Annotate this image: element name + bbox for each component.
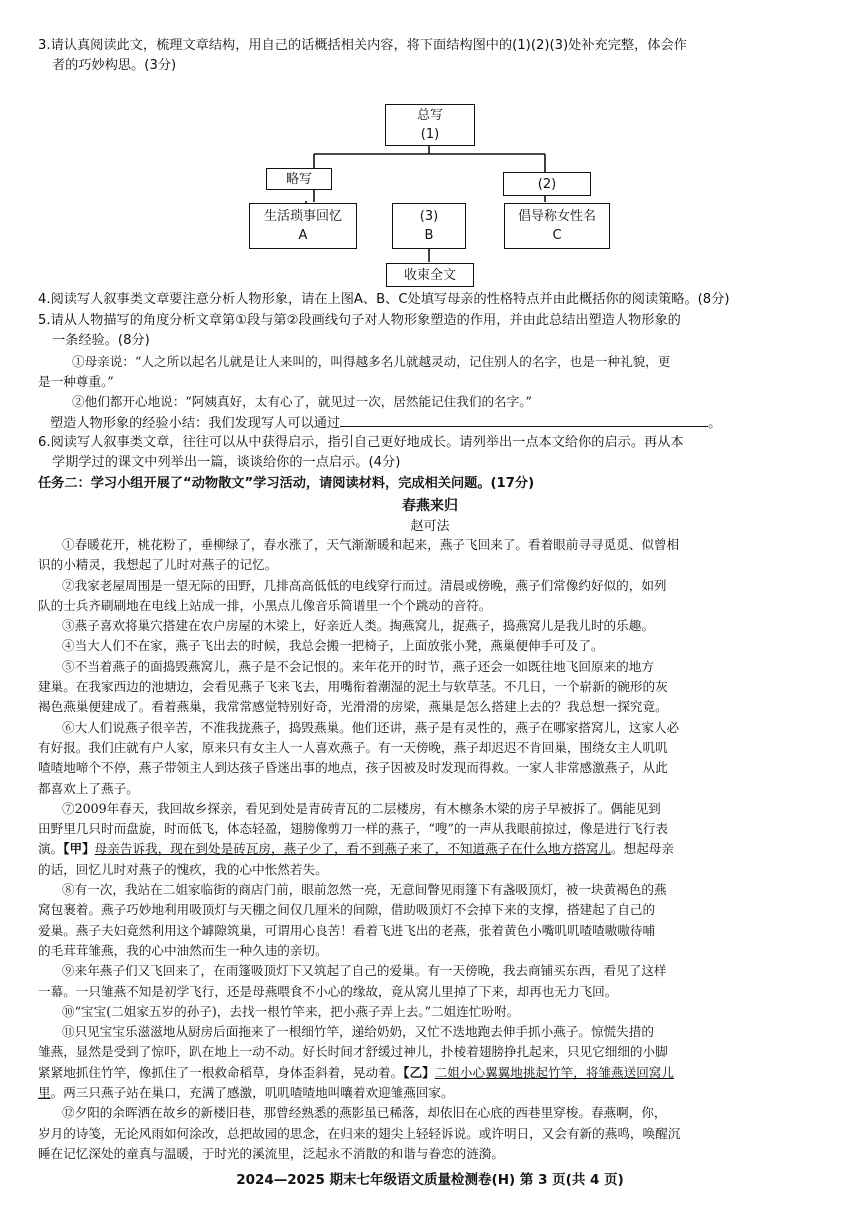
question-5 xyxy=(38,311,823,351)
paragraph-11-line-3 xyxy=(38,1063,828,1083)
paragraph-8-line-1: ⑧有一次，我站在二姐家临街的商店门前，眼前忽然一亮，无意间瞥见雨篷下有盏吸顶灯，被一块黄褐色的燕 xyxy=(62,882,667,898)
question-3 xyxy=(38,36,823,76)
question-6-line-1: 6.阅读写人叙事类文章，往往可以从中获得启示，指引自己更好地成长。请列举出一点本文给你的启示。再从本 xyxy=(38,435,684,450)
paragraph-11-line-4 xyxy=(38,1083,828,1103)
paragraph-7-line-1: ⑦2009年春天，我回故乡探亲，看见到处是青砖青瓦的二层楼房，有木檩条木梁的房子早被拆了。偶能见到 xyxy=(62,800,661,816)
diagram-box-a xyxy=(249,203,357,249)
diagram-slot-1: (1) xyxy=(420,127,440,142)
diagram-box-c-letter: C xyxy=(552,228,562,243)
marker-jia: 【甲】 xyxy=(63,841,95,857)
paragraph-12-line-3: 睡在记忆深处的童真与温暖，于时光的溪流里，泛起永不消散的和谐与眷恋的涟漪。 xyxy=(38,1145,504,1161)
task-2-heading: 任务二：学习小组开展了“动物散文”学习活动，请阅读材料，完成相关问题。(17分) xyxy=(38,476,535,491)
question-5-summary xyxy=(38,412,823,434)
diagram-conclusion-label: 收束全文 xyxy=(403,267,456,283)
question-4: 4.阅读写人叙事类文章要注意分析人物形象，请在上图A、B、C处填写母亲的性格特点并由此概括你的阅读策略。(8分) xyxy=(38,292,730,307)
question-3-line-2: 者的巧妙构思。(3分) xyxy=(52,58,177,73)
paragraph-1-line-1: ①春暖花开，桃花粉了，垂柳绿了，春水涨了，天气渐渐暖和起来，燕子飞回来了。看着眼前寻寻觅觅、似曾相 xyxy=(62,537,680,552)
diagram-box-b-letter: B xyxy=(424,228,434,243)
diagram-box-c xyxy=(504,203,610,249)
article-author: 赵可法 xyxy=(410,519,450,534)
paragraph-5-line-1: ⑤不当着燕子的面捣毁燕窝儿，燕子是不会记恨的。来年花开的时节，燕子还会一如既往地飞回原来的地方 xyxy=(62,658,654,674)
question-3-line-1: 3.请认真阅读此文，梳理文章结构，用自己的话概括相关内容，将下面结构图中的(1)(2)(3)处补充完整，体会作 xyxy=(38,38,687,53)
diagram-box-c-label: 倡导称女性名 xyxy=(517,209,596,224)
paragraph-7-line-3 xyxy=(38,839,828,859)
paragraph-1-line-2: 识的小精灵，我想起了儿时对燕子的记忆。 xyxy=(38,557,278,573)
underlined-sentence-yi: 二姐小心翼翼地挑起竹竿，将雏燕送回窝儿 xyxy=(434,1064,674,1080)
paragraph-12-line-2: 岁月的诗笺，无论风雨如何涂改，总把故园的思念，在归来的翅尖上轻轻诉说。或许明日，又会有新的燕鸣，唤醒沉 xyxy=(38,1125,681,1141)
paragraph-2-line-2: 队的士兵齐刷刷地在电线上站成一排，小黑点儿像音乐简谱里一个个跳动的音符。 xyxy=(38,597,492,613)
paragraph-7-post: 。想起母亲 xyxy=(611,841,674,857)
paragraph-4: ④当大人们不在家，燕子飞出去的时候，我总会搬一把椅子，上面放张小凳，燕巢便伸手可及了。 xyxy=(62,638,604,654)
paragraph-6-line-3: 喳喳地啼个不停，燕子带领主人到达孩子昏迷出事的地点，孩子因被及时发现而得救。一家人非常感激燕子，从此 xyxy=(38,760,668,776)
quote-1-line-1: ①母亲说：“人之所以起名儿就是让人来叫的，叫得越多名儿就越灵动，记住别人的名字，也是一种礼貌，更 xyxy=(72,354,671,369)
paragraph-7-pre: 演。 xyxy=(38,841,64,857)
question-5-line-1: 5.请从人物描写的角度分析文章第①段与第②段画线句子对人物形象塑造的作用，并由此总结出塑造人物形象的 xyxy=(38,313,681,328)
question-6-line-2: 学期学过的课文中列举出一篇，谈谈给你的一点启示。(4分) xyxy=(52,455,401,470)
diagram-box-slot-2 xyxy=(503,172,591,196)
paragraph-8-line-2: 窝包裹着。燕子巧妙地利用吸顶灯与天棚之间仅几厘米的间隙，借助吸顶灯不会掉下来的支撑，搭建起了自己的 xyxy=(38,902,656,918)
quote-2: ②他们都开心地说：“阿姨真好，太有心了，就见过一次，居然能记住我们的名字。” xyxy=(72,394,532,409)
diagram-box-conclusion xyxy=(386,263,474,287)
paragraph-6-line-1: ⑥大人们说燕子很辛苦，不准我拢燕子，捣毁燕巢。他们还讲，燕子是有灵性的，燕子在哪家搭窝儿，这家人必 xyxy=(62,719,680,735)
underlined-sentence-yi-end: 里 xyxy=(38,1085,51,1101)
paragraph-11-line-2: 雏燕，显然是受到了惊吓，趴在地上一动不动。好长时间才舒缓过神儿，扑棱着翅膀挣扎起来，只见它细细的小脚 xyxy=(38,1044,668,1060)
diagram-overall-label: 总写 xyxy=(416,108,443,123)
diagram-box-a-label: 生活琐事回忆 xyxy=(263,209,342,224)
paragraph-5-line-3: 褐色燕巢便建成了。看着燕巢，我常常感觉特别好奇，光滑滑的房梁，燕巢是怎么搭建上去的？我总想一探究竟。 xyxy=(38,699,668,715)
paragraph-2-line-1: ②我家老屋周围是一望无际的田野，几排高高低低的电线穿行而过。清晨或傍晚，燕子们常像约好似的，如列 xyxy=(62,577,667,593)
paragraph-6-line-2: 有好报。我们庄就有户人家，原来只有女主人一人喜欢燕子。有一天傍晚，燕子却迟迟不肯回巢，围绕女主人叽叽 xyxy=(38,739,668,755)
paragraph-7-line-4: 的话，回忆儿时对燕子的愧疚，我的心中怅然若失。 xyxy=(38,861,328,877)
diagram-box-a-letter: A xyxy=(298,228,308,243)
paragraph-9-line-2: 一幕。一只雏燕不知是初学飞行，还是母燕喂食不小心的缘故，竟从窝儿里掉了下来，却再也无力飞回。 xyxy=(38,983,618,999)
paragraph-11-line-1: ⑪只见宝宝乐滋滋地从厨房后面拖来了一根细竹竿，递给奶奶，又忙不迭地跑去伸手抓小燕子。惊慌失措的 xyxy=(62,1024,654,1040)
paragraph-3: ③燕子喜欢将巢穴搭建在农户房屋的木梁上，好亲近人类。掏燕窝儿，捉燕子，捣燕窝儿是我儿时的乐趣。 xyxy=(62,618,654,634)
diagram-slot-3: (3) xyxy=(419,209,439,224)
summary-answer-blank[interactable] xyxy=(340,412,708,427)
diagram-brief-label: 略写 xyxy=(285,171,312,187)
diagram-box-brief xyxy=(266,168,332,190)
paragraph-10: ⑩“宝宝(二姐家五岁的孙子)，去找一根竹竿来，把小燕子弄上去。”二姐连忙吩咐。 xyxy=(62,1003,520,1019)
paragraph-8-line-4: 的毛茸茸雏燕，我的心中油然而生一种久违的亲切。 xyxy=(38,942,328,958)
paragraph-11-post: 。两三只燕子站在巢口，充满了感激，叽叽喳喳地叫嚷着欢迎雏燕回家。 xyxy=(50,1085,454,1101)
diagram-box-b xyxy=(392,203,466,249)
question-6 xyxy=(38,433,823,473)
marker-yi: 【乙】 xyxy=(403,1064,435,1080)
article-title: 春燕来归 xyxy=(402,498,458,514)
article-body xyxy=(38,535,828,1164)
paragraph-12-line-1: ⑫夕阳的余晖洒在故乡的新楼旧巷，那曾经熟悉的燕影虽已稀落，却依旧在心底的西巷里穿梭。春燕啊，你， xyxy=(62,1105,667,1121)
summary-prefix: 塑造人物形象的经验小结：我们发现写人可以通过 xyxy=(50,416,341,431)
paragraph-7-line-2: 田野里几只时而盘旋，时而低飞，体态轻盈，翅膀像剪刀一样的燕子，“嗖”的一声从我眼前掠过，像是进行飞行表 xyxy=(38,821,668,837)
paragraph-5-line-2: 建巢。在我家西边的池塘边，会看见燕子飞来飞去，用嘴衔着潮湿的泥土与软草茎。不几日，一个崭新的碗形的灰 xyxy=(38,679,668,695)
diagram-box-overall xyxy=(385,104,475,146)
question-5-quotes xyxy=(38,352,823,412)
paragraph-6-line-4: 都喜欢上了燕子。 xyxy=(38,780,139,796)
paragraph-11-pre: 紧紧地抓住竹竿，像抓住了一根救命稻草，身体歪斜着，晃动着。 xyxy=(38,1064,404,1080)
page-footer: 2024—2025 期末七年级语文质量检测卷(H) 第 3 页(共 4 页) xyxy=(236,1172,624,1188)
diagram-slot-2: (2) xyxy=(537,176,557,192)
summary-end: 。 xyxy=(708,416,722,431)
paragraph-8-line-3: 爱巢。燕子夫妇竟然利用这个罅隙筑巢，可谓用心良苦！看着飞进飞出的老燕，张着黄色小嘴叽叽喳喳嗷嗷待哺 xyxy=(38,922,656,938)
underlined-sentence-jia: 母亲告诉我，现在到处是砖瓦房，燕子少了，看不到燕子来了，不知道燕子在什么地方搭窝儿 xyxy=(94,841,612,857)
question-5-line-2: 一条经验。(8分) xyxy=(52,333,150,348)
paragraph-9-line-1: ⑨来年燕子们又飞回来了，在雨篷吸顶灯下又筑起了自己的爱巢。有一天傍晚，我去商铺买东西，看见了这样 xyxy=(62,963,667,979)
quote-1-line-2: 是一种尊重。” xyxy=(38,374,114,389)
